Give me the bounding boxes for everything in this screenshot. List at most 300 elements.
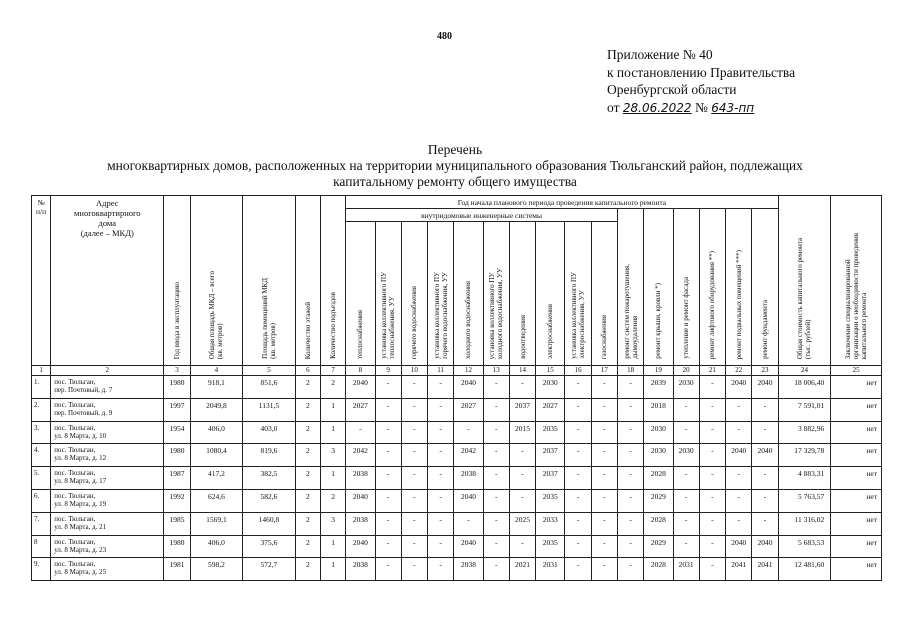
cell-c24: 11 316,02 [778, 512, 831, 535]
cell-c22: 2040 [726, 535, 752, 558]
cell-c7: 3 [320, 444, 345, 467]
cell-c7: 1 [320, 398, 345, 421]
row-address [51, 421, 164, 444]
cell-c17: - [591, 558, 617, 581]
cell-c22: 2041 [726, 558, 752, 581]
cell-c25: нет [831, 535, 882, 558]
cell-c9: - [375, 489, 401, 512]
cell-c14: 2015 [509, 421, 535, 444]
cell-c14: 2037 [509, 398, 535, 421]
cell-c4: 918,1 [190, 376, 243, 399]
document-title [30, 142, 880, 190]
header-floors: Количество этажей [295, 196, 320, 366]
cell-c21: - [699, 376, 725, 399]
cell-c13: - [483, 421, 509, 444]
cell-c13: - [483, 512, 509, 535]
cell-c20: 2030 [673, 444, 699, 467]
cell-c5: 572,7 [243, 558, 296, 581]
cell-c8: 2040 [346, 376, 375, 399]
cell-c22: 2040 [726, 444, 752, 467]
header-electricity: электроснабжения [536, 222, 565, 366]
cell-c15: 2031 [536, 558, 565, 581]
cell-c10: - [401, 421, 427, 444]
row-address [51, 444, 164, 467]
column-number: 10 [401, 366, 427, 376]
cell-c15: 2035 [536, 421, 565, 444]
cell-c22: - [726, 489, 752, 512]
cell-c8: - [346, 421, 375, 444]
cell-c19: 2039 [644, 376, 673, 399]
column-number: 12 [454, 366, 483, 376]
cell-c18: - [617, 421, 643, 444]
cell-c3: 1980 [164, 535, 190, 558]
column-number: 6 [295, 366, 320, 376]
cell-c3: 1980 [164, 444, 190, 467]
cell-c22: - [726, 467, 752, 490]
address-settlement: пос. Тюльган, [54, 469, 96, 478]
cell-c16: - [565, 421, 591, 444]
header-cold-water: холодного водоснабжения [454, 222, 483, 366]
cell-c3: 1987 [164, 467, 190, 490]
cell-c4: 598,2 [190, 558, 243, 581]
cell-c12: 2038 [454, 558, 483, 581]
column-number: 25 [831, 366, 882, 376]
cell-c23: 2040 [752, 376, 778, 399]
cell-c11: - [428, 421, 454, 444]
header-drainage: водоотведения [509, 222, 535, 366]
cell-c3: 1985 [164, 512, 190, 535]
row-number: 5. [32, 467, 51, 490]
cell-c18: - [617, 558, 643, 581]
cell-c3: 1981 [164, 558, 190, 581]
title-line-2: многоквартирных домов, расположенных на территории муниципального образования Тюльганский район, подлежащих [107, 158, 803, 173]
header-cold-water-meter: установка коллективного ПУ холодного водоснабжения, УУ [483, 222, 509, 366]
column-number: 23 [752, 366, 778, 376]
header-heat-meter: установка коллективного ПУ теплоснабжения, УУ [375, 222, 401, 366]
row-number: 2. [32, 398, 51, 421]
cell-c5: 1131,5 [243, 398, 296, 421]
cell-c4: 1080,4 [190, 444, 243, 467]
cell-c3: 1980 [164, 376, 190, 399]
cell-c11: - [428, 558, 454, 581]
header-elevator: ремонт лифтового оборудования **) [699, 209, 725, 366]
row-address [51, 535, 164, 558]
page-number: 480 [437, 31, 452, 42]
cell-c23: - [752, 489, 778, 512]
row-number: 9. [32, 558, 51, 581]
cell-c8: 2038 [346, 467, 375, 490]
row-number: 6. [32, 489, 51, 512]
cell-c24: 12 481,60 [778, 558, 831, 581]
address-street: ул. 8 Марта, д. 25 [54, 568, 107, 577]
cell-c19: 2028 [644, 512, 673, 535]
cell-c16: - [565, 376, 591, 399]
cell-c21: - [699, 421, 725, 444]
address-street: пер. Почтовый, д. 9 [54, 408, 113, 417]
header-premises-area: Площадь помещений МКД (кв. метров) [243, 196, 296, 366]
cell-c9: - [375, 421, 401, 444]
cell-c17: - [591, 535, 617, 558]
cell-c18: - [617, 444, 643, 467]
cell-c7: 1 [320, 558, 345, 581]
address-street: ул. 8 Марта, д. 19 [54, 499, 107, 508]
address-street: ул. 8 Марта, д. 12 [54, 454, 107, 463]
cell-c18: - [617, 467, 643, 490]
cell-c9: - [375, 376, 401, 399]
cell-c21: - [699, 535, 725, 558]
cell-c24: 17 329,78 [778, 444, 831, 467]
cell-c8: 2038 [346, 558, 375, 581]
cell-c16: - [565, 512, 591, 535]
resolution-number: 643-пп [711, 100, 755, 115]
cell-c15: 2030 [536, 376, 565, 399]
cell-c10: - [401, 489, 427, 512]
cell-c12: 2040 [454, 489, 483, 512]
cell-c19: 2029 [644, 489, 673, 512]
cell-c15: 2035 [536, 489, 565, 512]
title-line-1: Перечень [427, 142, 483, 157]
cell-c17: - [591, 398, 617, 421]
cell-c22: - [726, 512, 752, 535]
row-address [51, 376, 164, 399]
appendix-date-line [607, 99, 795, 118]
cell-c6: 2 [295, 535, 320, 558]
cell-c19: 2030 [644, 444, 673, 467]
cell-c7: 1 [320, 535, 345, 558]
cell-c17: - [591, 467, 617, 490]
cell-c14: 2025 [509, 512, 535, 535]
cell-c14: - [509, 467, 535, 490]
header-period-group: Год начала планового периода проведения капитального ремонта [346, 196, 778, 209]
cell-c16: - [565, 444, 591, 467]
cell-c9: - [375, 444, 401, 467]
cell-c20: - [673, 512, 699, 535]
cell-c18: - [617, 535, 643, 558]
cell-c15: 2035 [536, 535, 565, 558]
header-foundation: ремонт фундамента [752, 209, 778, 366]
cell-c20: - [673, 421, 699, 444]
cell-c23: 2040 [752, 535, 778, 558]
column-numbers-row [32, 366, 882, 376]
cell-c12: - [454, 512, 483, 535]
cell-c17: - [591, 489, 617, 512]
column-number: 21 [699, 366, 725, 376]
cell-c9: - [375, 558, 401, 581]
houses-table [31, 195, 882, 581]
cell-c20: 2030 [673, 376, 699, 399]
cell-c3: 1954 [164, 421, 190, 444]
address-settlement: пос. Тюльган, [54, 537, 96, 546]
cell-c8: 2027 [346, 398, 375, 421]
cell-c16: - [565, 467, 591, 490]
header-gas: газоснабжения [591, 222, 617, 366]
row-number: 4. [32, 444, 51, 467]
table-row [32, 489, 882, 512]
resolution-date: 28.06.2022 [622, 100, 692, 115]
column-number: 17 [591, 366, 617, 376]
column-number: 3 [164, 366, 190, 376]
row-address [51, 467, 164, 490]
cell-c25: нет [831, 512, 882, 535]
cell-c24: 18 006,40 [778, 376, 831, 399]
table-row [32, 376, 882, 399]
address-settlement: пос. Тюльган, [54, 514, 96, 523]
column-number: 16 [565, 366, 591, 376]
table-row [32, 535, 882, 558]
cell-c10: - [401, 467, 427, 490]
cell-c11: - [428, 444, 454, 467]
column-number: 8 [346, 366, 375, 376]
column-number: 14 [509, 366, 535, 376]
header-conclusion: Заключение специализированной организации о необходимости проведения капитального ремонта [831, 196, 882, 366]
cell-c13: - [483, 558, 509, 581]
cell-c24: 3 882,96 [778, 421, 831, 444]
cell-c25: нет [831, 489, 882, 512]
cell-c13: - [483, 444, 509, 467]
cell-c19: 2030 [644, 421, 673, 444]
address-settlement: пос. Тюльган, [54, 423, 96, 432]
cell-c22: - [726, 398, 752, 421]
address-street: пер. Почтовый, д. 7 [54, 386, 113, 394]
header-total-area: Общая площадь МКД – всего (кв. метров) [190, 196, 243, 366]
cell-c22: - [726, 421, 752, 444]
appendix-block [607, 46, 795, 117]
table-row [32, 398, 882, 421]
header-electricity-meter: установка коллективного ПУ электроснабжения, УУ [565, 222, 591, 366]
cell-c5: 1460,8 [243, 512, 296, 535]
column-number: 5 [243, 366, 296, 376]
address-settlement: пос. Тюльган, [54, 560, 96, 569]
cell-c9: - [375, 398, 401, 421]
cell-c21: - [699, 512, 725, 535]
cell-c7: 3 [320, 512, 345, 535]
cell-c25: нет [831, 421, 882, 444]
address-street: ул. 8 Марта, д. 23 [54, 545, 107, 554]
cell-c13: - [483, 398, 509, 421]
cell-c13: - [483, 467, 509, 490]
cell-c23: - [752, 467, 778, 490]
cell-c11: - [428, 489, 454, 512]
header-address: Адрес многоквартирного дома (далее – МКД) [51, 196, 164, 366]
column-number: 18 [617, 366, 643, 376]
cell-c25: нет [831, 398, 882, 421]
address-street: ул. 8 Марта, д. 10 [54, 431, 107, 440]
cell-c12: 2027 [454, 398, 483, 421]
address-settlement: пос. Тюльган, [54, 378, 96, 386]
column-number: 13 [483, 366, 509, 376]
column-number: 15 [536, 366, 565, 376]
cell-c21: - [699, 489, 725, 512]
cell-c14: - [509, 489, 535, 512]
cell-c7: 2 [320, 376, 345, 399]
cell-c17: - [591, 444, 617, 467]
cell-c11: - [428, 535, 454, 558]
header-fire-systems: ремонт систем пожаротушения, дымоудаления [617, 209, 643, 366]
header-facade: утепление и ремонт фасада [673, 209, 699, 366]
cell-c6: 2 [295, 398, 320, 421]
cell-c10: - [401, 376, 427, 399]
appendix-line-1: Приложение № 40 [607, 47, 713, 62]
column-number: 20 [673, 366, 699, 376]
address-settlement: пос. Тюльган, [54, 491, 96, 500]
cell-c19: 2028 [644, 558, 673, 581]
table-row [32, 512, 882, 535]
cell-c5: 582,6 [243, 489, 296, 512]
cell-c7: 2 [320, 489, 345, 512]
cell-c25: нет [831, 558, 882, 581]
cell-c20: - [673, 398, 699, 421]
header-year-built: Год ввода в эксплуатацию [164, 196, 190, 366]
cell-c24: 5 683,53 [778, 535, 831, 558]
cell-c6: 2 [295, 512, 320, 535]
cell-c10: - [401, 398, 427, 421]
header-hot-water: горячего водоснабжения [401, 222, 427, 366]
table-row [32, 467, 882, 490]
cell-c10: - [401, 444, 427, 467]
cell-c24: 5 763,57 [778, 489, 831, 512]
cell-c17: - [591, 512, 617, 535]
cell-c15: 2037 [536, 444, 565, 467]
cell-c21: - [699, 558, 725, 581]
address-street: ул. 8 Марта, д. 21 [54, 522, 107, 531]
cell-c16: - [565, 398, 591, 421]
row-number: 8 [32, 535, 51, 558]
cell-c6: 2 [295, 558, 320, 581]
cell-c12: - [454, 421, 483, 444]
row-number: 1. [32, 376, 51, 399]
cell-c8: 2040 [346, 535, 375, 558]
from-prefix: от [607, 99, 620, 115]
cell-c4: 624,6 [190, 489, 243, 512]
cell-c14: 2021 [509, 558, 535, 581]
cell-c11: - [428, 512, 454, 535]
cell-c25: нет [831, 376, 882, 399]
cell-c21: - [699, 444, 725, 467]
row-number: 7. [32, 512, 51, 535]
cell-c6: 2 [295, 489, 320, 512]
cell-c4: 2049,8 [190, 398, 243, 421]
cell-c5: 403,0 [243, 421, 296, 444]
row-address [51, 512, 164, 535]
cell-c12: 2040 [454, 376, 483, 399]
cell-c12: 2038 [454, 467, 483, 490]
header-hot-water-meter: установка коллективного ПУ горячего водоснабжения, УУ [428, 222, 454, 366]
row-number: 3. [32, 421, 51, 444]
header-basement: ремонт подвальных помещений ***) [726, 209, 752, 366]
cell-c12: 2040 [454, 535, 483, 558]
cell-c11: - [428, 467, 454, 490]
column-number: 11 [428, 366, 454, 376]
number-prefix: № [694, 99, 708, 115]
cell-c4: 1569,1 [190, 512, 243, 535]
cell-c13: - [483, 376, 509, 399]
cell-c23: 2041 [752, 558, 778, 581]
column-number: 4 [190, 366, 243, 376]
title-line-3: капитальному ремонту общего имущества [333, 174, 577, 189]
cell-c20: - [673, 489, 699, 512]
cell-c10: - [401, 512, 427, 535]
cell-c25: нет [831, 467, 882, 490]
address-settlement: пос. Тюльган, [54, 400, 96, 409]
cell-c20: - [673, 467, 699, 490]
cell-c4: 417,2 [190, 467, 243, 490]
cell-c5: 382,5 [243, 467, 296, 490]
header-total-cost: Общая стоимость капитального ремонта (тыс. рублей) [778, 196, 831, 366]
row-address [51, 558, 164, 581]
appendix-line-2: к постановлению Правительства [607, 64, 796, 80]
header-roof: ремонт крыши, кровли *) [644, 209, 673, 366]
cell-c4: 406,0 [190, 535, 243, 558]
column-number: 24 [778, 366, 831, 376]
cell-c11: - [428, 398, 454, 421]
header-engineering-group: внутридомовые инженерные системы [346, 209, 618, 222]
header-entrances: Количество подъездов [320, 196, 345, 366]
cell-c18: - [617, 489, 643, 512]
cell-c16: - [565, 558, 591, 581]
header-num: № п/п [32, 196, 51, 366]
column-number: 9 [375, 366, 401, 376]
cell-c14: - [509, 444, 535, 467]
cell-c8: 2038 [346, 512, 375, 535]
cell-c25: нет [831, 444, 882, 467]
cell-c6: 2 [295, 421, 320, 444]
cell-c4: 406,0 [190, 421, 243, 444]
cell-c18: - [617, 398, 643, 421]
cell-c10: - [401, 558, 427, 581]
cell-c3: 1992 [164, 489, 190, 512]
cell-c16: - [565, 535, 591, 558]
cell-c14: - [509, 376, 535, 399]
address-settlement: пос. Тюльган, [54, 446, 96, 455]
cell-c9: - [375, 535, 401, 558]
cell-c17: - [591, 376, 617, 399]
cell-c24: 4 883,31 [778, 467, 831, 490]
cell-c20: - [673, 535, 699, 558]
cell-c9: - [375, 467, 401, 490]
cell-c19: 2018 [644, 398, 673, 421]
address-street: ул. 8 Марта, д. 17 [54, 477, 107, 486]
table-row [32, 558, 882, 581]
cell-c10: - [401, 535, 427, 558]
column-number: 2 [51, 366, 164, 376]
cell-c15: 2027 [536, 398, 565, 421]
cell-c18: - [617, 512, 643, 535]
row-address [51, 489, 164, 512]
cell-c12: 2042 [454, 444, 483, 467]
cell-c15: 2033 [536, 512, 565, 535]
cell-c7: 1 [320, 467, 345, 490]
cell-c5: 375,6 [243, 535, 296, 558]
cell-c13: - [483, 489, 509, 512]
cell-c23: - [752, 512, 778, 535]
column-number: 19 [644, 366, 673, 376]
cell-c23: 2040 [752, 444, 778, 467]
cell-c23: - [752, 398, 778, 421]
cell-c17: - [591, 421, 617, 444]
header-heating: теплоснабжения [346, 222, 375, 366]
column-number: 22 [726, 366, 752, 376]
cell-c5: 819,6 [243, 444, 296, 467]
row-address [51, 398, 164, 421]
appendix-line-3: Оренбургской области [607, 82, 737, 97]
cell-c3: 1997 [164, 398, 190, 421]
cell-c20: 2031 [673, 558, 699, 581]
column-number: 1 [32, 366, 51, 376]
cell-c21: - [699, 398, 725, 421]
cell-c6: 2 [295, 467, 320, 490]
table-row [32, 444, 882, 467]
cell-c6: 2 [295, 376, 320, 399]
